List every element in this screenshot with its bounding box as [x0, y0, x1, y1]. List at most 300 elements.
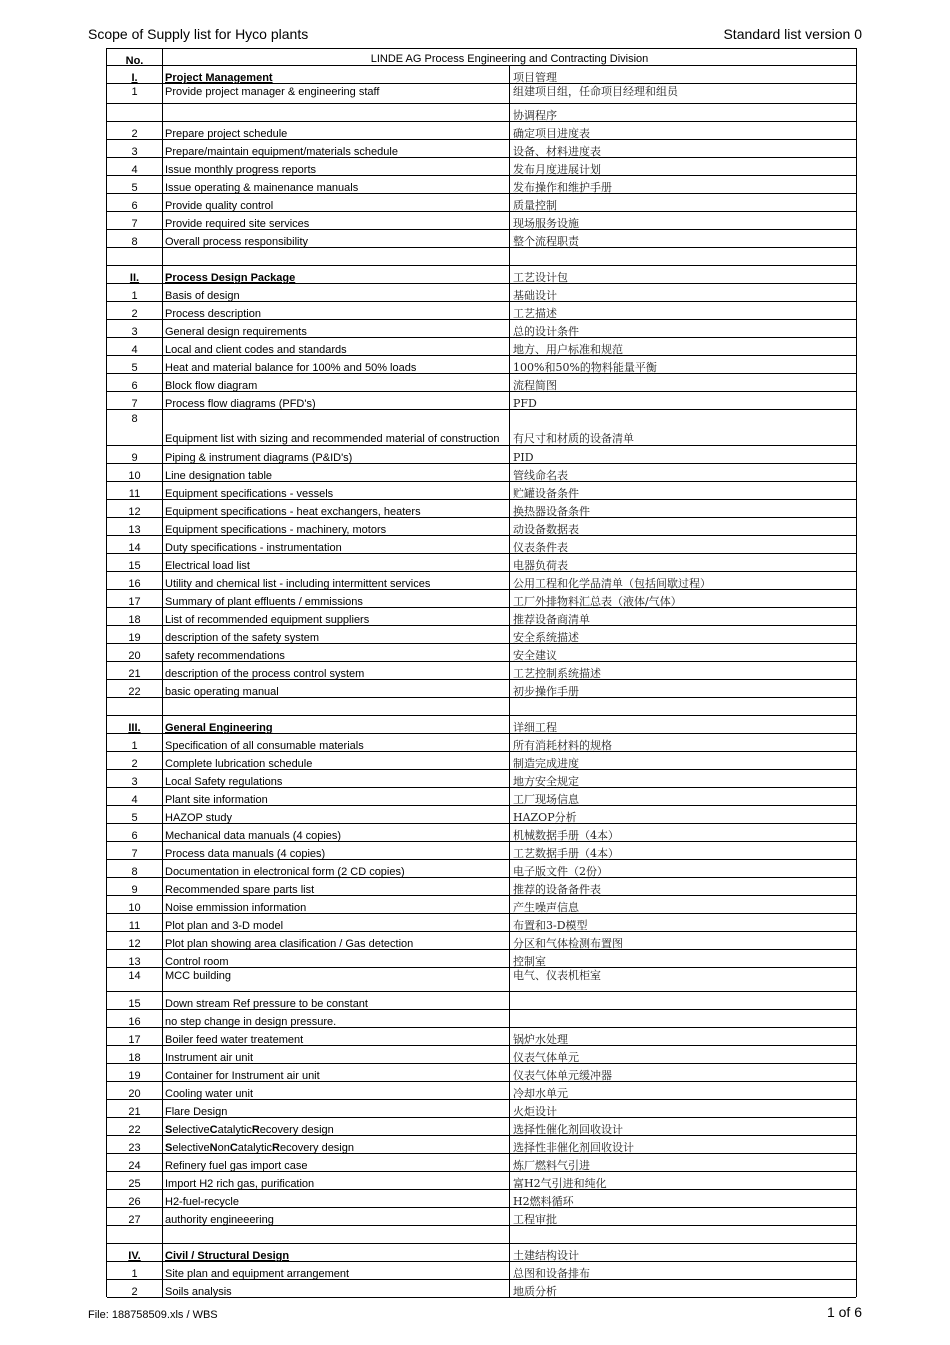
- cell-number-text: 2: [131, 128, 138, 140]
- table-row: [107, 1172, 856, 1190]
- cell-chinese-text: 安全系统描述: [513, 631, 579, 644]
- cell-chinese-text: 工艺数据手册（4本）: [513, 847, 619, 860]
- cell-description: [163, 374, 510, 391]
- cell-description-text: Soils analysis: [165, 1286, 232, 1298]
- cell-chinese-text: 火炬设计: [513, 1105, 557, 1118]
- cell-number: [107, 752, 163, 769]
- cell-number: [107, 302, 163, 319]
- cell-number: [107, 230, 163, 247]
- cell-number: [107, 806, 163, 823]
- cell-number: [107, 1136, 163, 1153]
- cell-chinese-text: 选择性催化剂回收设计: [513, 1123, 623, 1136]
- cell-chinese: [510, 1280, 856, 1297]
- cell-number: [107, 1208, 163, 1225]
- cell-number-text: II.: [129, 272, 140, 284]
- cell-number: [107, 554, 163, 571]
- cell-chinese-text: 仪表条件表: [513, 541, 568, 554]
- cell-number: [107, 914, 163, 931]
- cell-number: [107, 572, 163, 589]
- cell-number: [107, 446, 163, 463]
- cell-description: [163, 248, 510, 265]
- cell-description-text: Down stream Ref pressure to be constant: [165, 998, 368, 1010]
- cell-description-text: Project Management: [165, 72, 273, 84]
- cell-number: [107, 410, 163, 445]
- table-row: [107, 842, 856, 860]
- table-row: [107, 896, 856, 914]
- cell-description: [163, 554, 510, 571]
- cell-description: [163, 1154, 510, 1171]
- cell-chinese-text: 工厂外排物料汇总表（液体/气体）: [513, 595, 682, 608]
- cell-number: [107, 140, 163, 157]
- cell-description: [163, 608, 510, 625]
- cell-description-text: SelectiveNonCatalyticRecovery design: [165, 1142, 354, 1154]
- cell-chinese-text: HAZOP分析: [513, 811, 577, 824]
- cell-description: [163, 482, 510, 499]
- cell-description: [163, 1100, 510, 1117]
- cell-chinese-text: 制造完成进度: [513, 757, 579, 770]
- cell-description: [163, 464, 510, 481]
- cell-chinese-text: 仪表气体单元: [513, 1051, 579, 1064]
- cell-chinese-text: 流程简图: [513, 379, 557, 392]
- table-row: [107, 392, 856, 410]
- cell-chinese: [510, 194, 856, 211]
- table-row: [107, 194, 856, 212]
- cell-description-text: General design requirements: [165, 326, 307, 338]
- cell-chinese-text: 土建结构设计: [513, 1249, 579, 1262]
- cell-chinese-text: PID: [513, 451, 534, 464]
- cell-number: [107, 932, 163, 949]
- cell-chinese-text: 100%和50%的物料能量平衡: [513, 361, 657, 374]
- cell-number: [107, 716, 163, 733]
- cell-description-text: Flare Design: [165, 1106, 228, 1118]
- cell-chinese: [510, 680, 856, 697]
- cell-chinese-text: 机械数据手册（4本）: [513, 829, 619, 842]
- cell-chinese: [510, 806, 856, 823]
- cell-description: [163, 446, 510, 463]
- cell-chinese: [510, 212, 856, 229]
- cell-description: [163, 1046, 510, 1063]
- cell-number: [107, 84, 163, 103]
- cell-chinese: [510, 66, 856, 83]
- cell-chinese-text: 换热器设备条件: [513, 505, 590, 518]
- cell-number-text: 15: [128, 998, 141, 1010]
- cell-number: [107, 1226, 163, 1243]
- column-header-title: LINDE AG Process Engineering and Contracting Division: [370, 53, 649, 65]
- cell-number-text: 18: [128, 614, 141, 626]
- cell-chinese: [510, 824, 856, 841]
- cell-description: [163, 66, 510, 83]
- cell-chinese: [510, 914, 856, 931]
- cell-chinese: [510, 536, 856, 553]
- cell-description-text: basic operating manual: [165, 686, 279, 698]
- cell-chinese-text: 公用工程和化学品清单（包括间歇过程）: [513, 577, 711, 590]
- cell-chinese-text: 组建项目组，任命项目经理和组员: [513, 85, 678, 98]
- section-row: [107, 1244, 856, 1262]
- cell-description-text: Overall process responsibility: [165, 236, 309, 248]
- cell-number-text: 7: [131, 398, 138, 410]
- cell-number: [107, 500, 163, 517]
- cell-chinese: [510, 122, 856, 139]
- cell-number: [107, 1100, 163, 1117]
- cell-chinese: [510, 842, 856, 859]
- cell-description-text: Summary of plant effluents / emmissions: [165, 596, 363, 608]
- cell-chinese: [510, 572, 856, 589]
- cell-number-text: 26: [128, 1196, 141, 1208]
- cell-number-text: 13: [128, 956, 141, 968]
- cell-description-text: Electrical load list: [165, 560, 250, 572]
- table-row: [107, 356, 856, 374]
- cell-number: [107, 842, 163, 859]
- cell-chinese: [510, 590, 856, 607]
- cell-description: [163, 338, 510, 355]
- cell-chinese-text: 电子版文件（2份）: [513, 865, 608, 878]
- table-header-row: [107, 49, 856, 66]
- cell-number: [107, 536, 163, 553]
- cell-number-text: 15: [128, 560, 141, 572]
- cell-chinese: [510, 1010, 856, 1027]
- cell-number: [107, 1028, 163, 1045]
- cell-chinese: [510, 140, 856, 157]
- cell-description-text: Duty specifications - instrumentation: [165, 542, 342, 554]
- cell-description-text: Control room: [165, 956, 229, 968]
- cell-chinese-text: 质量控制: [513, 199, 557, 212]
- cell-description-text: Documentation in electronical form (2 CD copies): [165, 866, 405, 878]
- table-row: [107, 860, 856, 878]
- cell-chinese-text: 锅炉水处理: [513, 1033, 568, 1046]
- cell-chinese: [510, 1190, 856, 1207]
- cell-chinese: [510, 1046, 856, 1063]
- cell-chinese-text: 安全建议: [513, 649, 557, 662]
- cell-chinese-text: 控制室: [513, 955, 546, 968]
- cell-description-text: description of the process control system: [165, 668, 365, 680]
- cell-number: [107, 896, 163, 913]
- cell-number: [107, 66, 163, 83]
- cell-chinese: [510, 626, 856, 643]
- cell-number-text: 12: [128, 938, 141, 950]
- cell-description-text: safety recommendations: [165, 650, 285, 662]
- cell-number-text: 5: [131, 362, 138, 374]
- cell-chinese: [510, 374, 856, 391]
- cell-description-text: Piping & instrument diagrams (P&ID's): [165, 452, 353, 464]
- cell-description-text: Complete lubrication schedule: [165, 758, 313, 770]
- cell-number: [107, 1154, 163, 1171]
- table-row: [107, 84, 856, 104]
- table-row: [107, 1262, 856, 1280]
- cell-chinese: [510, 446, 856, 463]
- cell-description: [163, 320, 510, 337]
- cell-number-text: 1: [131, 1268, 138, 1280]
- cell-number-text: 4: [131, 794, 138, 806]
- cell-chinese: [510, 230, 856, 247]
- scope-table: [106, 48, 857, 1297]
- table-row: [107, 1046, 856, 1064]
- cell-number: [107, 176, 163, 193]
- cell-chinese: [510, 392, 856, 409]
- cell-chinese: [510, 248, 856, 265]
- section-row: [107, 716, 856, 734]
- cell-chinese: [510, 158, 856, 175]
- table-row: [107, 284, 856, 302]
- page-number: 1 of 6: [826, 1304, 862, 1320]
- cell-number-text: 17: [128, 596, 141, 608]
- cell-number: [107, 626, 163, 643]
- cell-chinese: [510, 1154, 856, 1171]
- cell-description-text: HAZOP study: [165, 812, 233, 824]
- cell-description-text: description of the safety system: [165, 632, 320, 644]
- table-row: [107, 1100, 856, 1118]
- cell-number: [107, 1190, 163, 1207]
- cell-number: [107, 1118, 163, 1135]
- cell-description-text: no step change in design pressure.: [165, 1016, 337, 1028]
- cell-number-text: 1: [131, 86, 138, 98]
- cell-description-text: Cooling water unit: [165, 1088, 254, 1100]
- cell-description: [163, 230, 510, 247]
- cell-chinese-text: 发布月度进展计划: [513, 163, 601, 176]
- cell-chinese: [510, 1208, 856, 1225]
- cell-description: [163, 806, 510, 823]
- cell-chinese-text: 动设备数据表: [513, 523, 579, 536]
- cell-number-text: 16: [128, 578, 141, 590]
- cell-chinese-text: 分区和气体检测布置图: [513, 937, 623, 950]
- cell-chinese-text: 富H2气引进和纯化: [513, 1177, 607, 1190]
- cell-description-text: Issue operating & mainenance manuals: [165, 182, 359, 194]
- cell-number-text: 5: [131, 812, 138, 824]
- cell-description-text: Basis of design: [165, 290, 240, 302]
- cell-description: [163, 1010, 510, 1027]
- cell-chinese: [510, 338, 856, 355]
- table-row: [107, 662, 856, 680]
- cell-number: [107, 392, 163, 409]
- cell-number: [107, 608, 163, 625]
- table-row: [107, 230, 856, 248]
- cell-description: [163, 626, 510, 643]
- cell-number-text: 7: [131, 218, 138, 230]
- cell-description: [163, 500, 510, 517]
- table-row: [107, 752, 856, 770]
- table-row: [107, 878, 856, 896]
- table-row: [107, 1226, 856, 1244]
- cell-number: [107, 1082, 163, 1099]
- section-row: [107, 66, 856, 84]
- table-row: [107, 482, 856, 500]
- cell-description: [163, 842, 510, 859]
- table-row: [107, 140, 856, 158]
- cell-number-text: 4: [131, 164, 138, 176]
- cell-description: [163, 1136, 510, 1153]
- cell-description: [163, 1262, 510, 1279]
- table-row: [107, 734, 856, 752]
- cell-chinese: [510, 84, 856, 103]
- cell-chinese: [510, 320, 856, 337]
- cell-description-text: MCC building: [165, 970, 232, 982]
- cell-number-text: 4: [131, 344, 138, 356]
- cell-chinese-text: 项目管理: [513, 71, 557, 84]
- version-label: Standard list version 0: [723, 26, 862, 42]
- cell-chinese: [510, 482, 856, 499]
- cell-number: [107, 266, 163, 283]
- cell-description-text: Local and client codes and standards: [165, 344, 347, 356]
- cell-description: [163, 644, 510, 661]
- cell-number: [107, 482, 163, 499]
- cell-number: [107, 104, 163, 121]
- cell-chinese-text: 所有消耗材料的规格: [513, 739, 612, 752]
- table-row: [107, 644, 856, 662]
- cell-description-text: Civil / Structural Design: [165, 1250, 290, 1262]
- cell-chinese-text: 工艺控制系统描述: [513, 667, 601, 680]
- cell-number: [107, 1172, 163, 1189]
- table-row: [107, 248, 856, 266]
- table-row: [107, 212, 856, 230]
- cell-description: [163, 590, 510, 607]
- cell-number-text: 9: [131, 452, 138, 464]
- cell-number: [107, 1244, 163, 1261]
- cell-number: [107, 1010, 163, 1027]
- cell-description-text: authority engineeering: [165, 1214, 274, 1226]
- table-row: [107, 446, 856, 464]
- cell-number: [107, 1064, 163, 1081]
- cell-description-text: List of recommended equipment suppliers: [165, 614, 370, 626]
- table-row: [107, 824, 856, 842]
- cell-number: [107, 212, 163, 229]
- cell-description: [163, 356, 510, 373]
- table-row: [107, 1010, 856, 1028]
- cell-chinese: [510, 896, 856, 913]
- cell-description: [163, 1280, 510, 1297]
- table-row: [107, 968, 856, 992]
- cell-description-text: Equipment list with sizing and recommended material of construction: [165, 433, 500, 445]
- cell-description-text: Container for Instrument air unit: [165, 1070, 320, 1082]
- cell-chinese: [510, 698, 856, 715]
- table-row: [107, 518, 856, 536]
- cell-description-text: Refinery fuel gas import case: [165, 1160, 308, 1172]
- cell-number-text: 10: [128, 470, 141, 482]
- cell-description-text: Issue monthly progress reports: [165, 164, 317, 176]
- cell-number: [107, 860, 163, 877]
- cell-number-text: 6: [131, 380, 138, 392]
- cell-number: [107, 518, 163, 535]
- cell-description-text: Block flow diagram: [165, 380, 258, 392]
- cell-description: [163, 932, 510, 949]
- cell-chinese-text: 协调程序: [513, 109, 557, 122]
- cell-description-text: Process Design Package: [165, 272, 296, 284]
- cell-number: [107, 824, 163, 841]
- cell-description-text: Equipment specifications - heat exchangers, heaters: [165, 506, 421, 518]
- table-row: [107, 1154, 856, 1172]
- cell-description: [163, 1118, 510, 1135]
- cell-chinese: [510, 176, 856, 193]
- cell-description: [163, 770, 510, 787]
- cell-number: [107, 770, 163, 787]
- cell-number-text: 17: [128, 1034, 141, 1046]
- cell-chinese: [510, 500, 856, 517]
- file-label: File: 188758509.xls / WBS: [88, 1309, 218, 1321]
- cell-number-text: 7: [131, 848, 138, 860]
- cell-chinese-text: 产生噪声信息: [513, 901, 579, 914]
- cell-number: [107, 950, 163, 967]
- table-row: [107, 608, 856, 626]
- cell-number-text: 5: [131, 182, 138, 194]
- cell-number-text: 8: [131, 413, 138, 425]
- table-row: [107, 950, 856, 968]
- cell-number-text: 25: [128, 1178, 141, 1190]
- cell-chinese: [510, 992, 856, 1009]
- cell-chinese-text: 总的设计条件: [513, 325, 579, 338]
- cell-chinese: [510, 104, 856, 121]
- cell-description-text: Process data manuals (4 copies): [165, 848, 326, 860]
- cell-description: [163, 968, 510, 991]
- cell-description-text: Site plan and equipment arrangement: [165, 1268, 350, 1280]
- cell-number-text: 24: [128, 1160, 141, 1172]
- cell-description-text: Provide required site services: [165, 218, 310, 230]
- cell-number: [107, 590, 163, 607]
- cell-chinese-text: 地方安全规定: [513, 775, 579, 788]
- cell-description-text: Prepare/maintain equipment/materials schedule: [165, 146, 398, 158]
- cell-chinese: [510, 1262, 856, 1279]
- cell-description: [163, 536, 510, 553]
- cell-chinese-text: 推荐的设备备件表: [513, 883, 601, 896]
- section-row: [107, 266, 856, 284]
- cell-chinese: [510, 1082, 856, 1099]
- cell-number-text: 11: [128, 488, 141, 500]
- cell-number-text: 20: [128, 1088, 141, 1100]
- cell-description-text: Equipment specifications - vessels: [165, 488, 334, 500]
- cell-number-text: 22: [128, 686, 141, 698]
- cell-number-text: 1: [131, 290, 138, 302]
- cell-chinese: [510, 266, 856, 283]
- cell-number-text: 10: [128, 902, 141, 914]
- table-row: [107, 914, 856, 932]
- cell-chinese: [510, 1136, 856, 1153]
- cell-chinese: [510, 950, 856, 967]
- cell-chinese: [510, 878, 856, 895]
- cell-number: [107, 1046, 163, 1063]
- cell-chinese-text: 总图和设备排布: [513, 1267, 590, 1280]
- cell-chinese: [510, 1028, 856, 1045]
- table-row: [107, 590, 856, 608]
- cell-description: [163, 734, 510, 751]
- cell-description-text: Recommended spare parts list: [165, 884, 315, 896]
- cell-number-text: 2: [131, 308, 138, 320]
- cell-number-text: 2: [131, 1286, 138, 1298]
- cell-number: [107, 734, 163, 751]
- cell-description-text: Plant site information: [165, 794, 268, 806]
- cell-number-text: 13: [128, 524, 141, 536]
- table-row: [107, 1208, 856, 1226]
- cell-description: [163, 950, 510, 967]
- cell-chinese-text: 工艺描述: [513, 307, 557, 320]
- cell-number: [107, 284, 163, 301]
- cell-number-text: 22: [128, 1124, 141, 1136]
- cell-description: [163, 1064, 510, 1081]
- cell-number: [107, 194, 163, 211]
- cell-description: [163, 860, 510, 877]
- cell-description: [163, 410, 510, 445]
- cell-number-text: 8: [131, 866, 138, 878]
- cell-number-text: 6: [131, 830, 138, 842]
- cell-number: [107, 122, 163, 139]
- cell-chinese: [510, 1064, 856, 1081]
- cell-description: [163, 266, 510, 283]
- cell-description-text: Local Safety regulations: [165, 776, 283, 788]
- cell-chinese: [510, 1226, 856, 1243]
- cell-description-text: General Engineering: [165, 722, 273, 734]
- table-row: [107, 464, 856, 482]
- cell-chinese-text: 仪表气体单元缓冲器: [513, 1069, 612, 1082]
- cell-description: [163, 140, 510, 157]
- cell-chinese-text: 电气、仪表机柜室: [513, 969, 601, 982]
- cell-chinese: [510, 932, 856, 949]
- cell-chinese-text: 初步操作手册: [513, 685, 579, 698]
